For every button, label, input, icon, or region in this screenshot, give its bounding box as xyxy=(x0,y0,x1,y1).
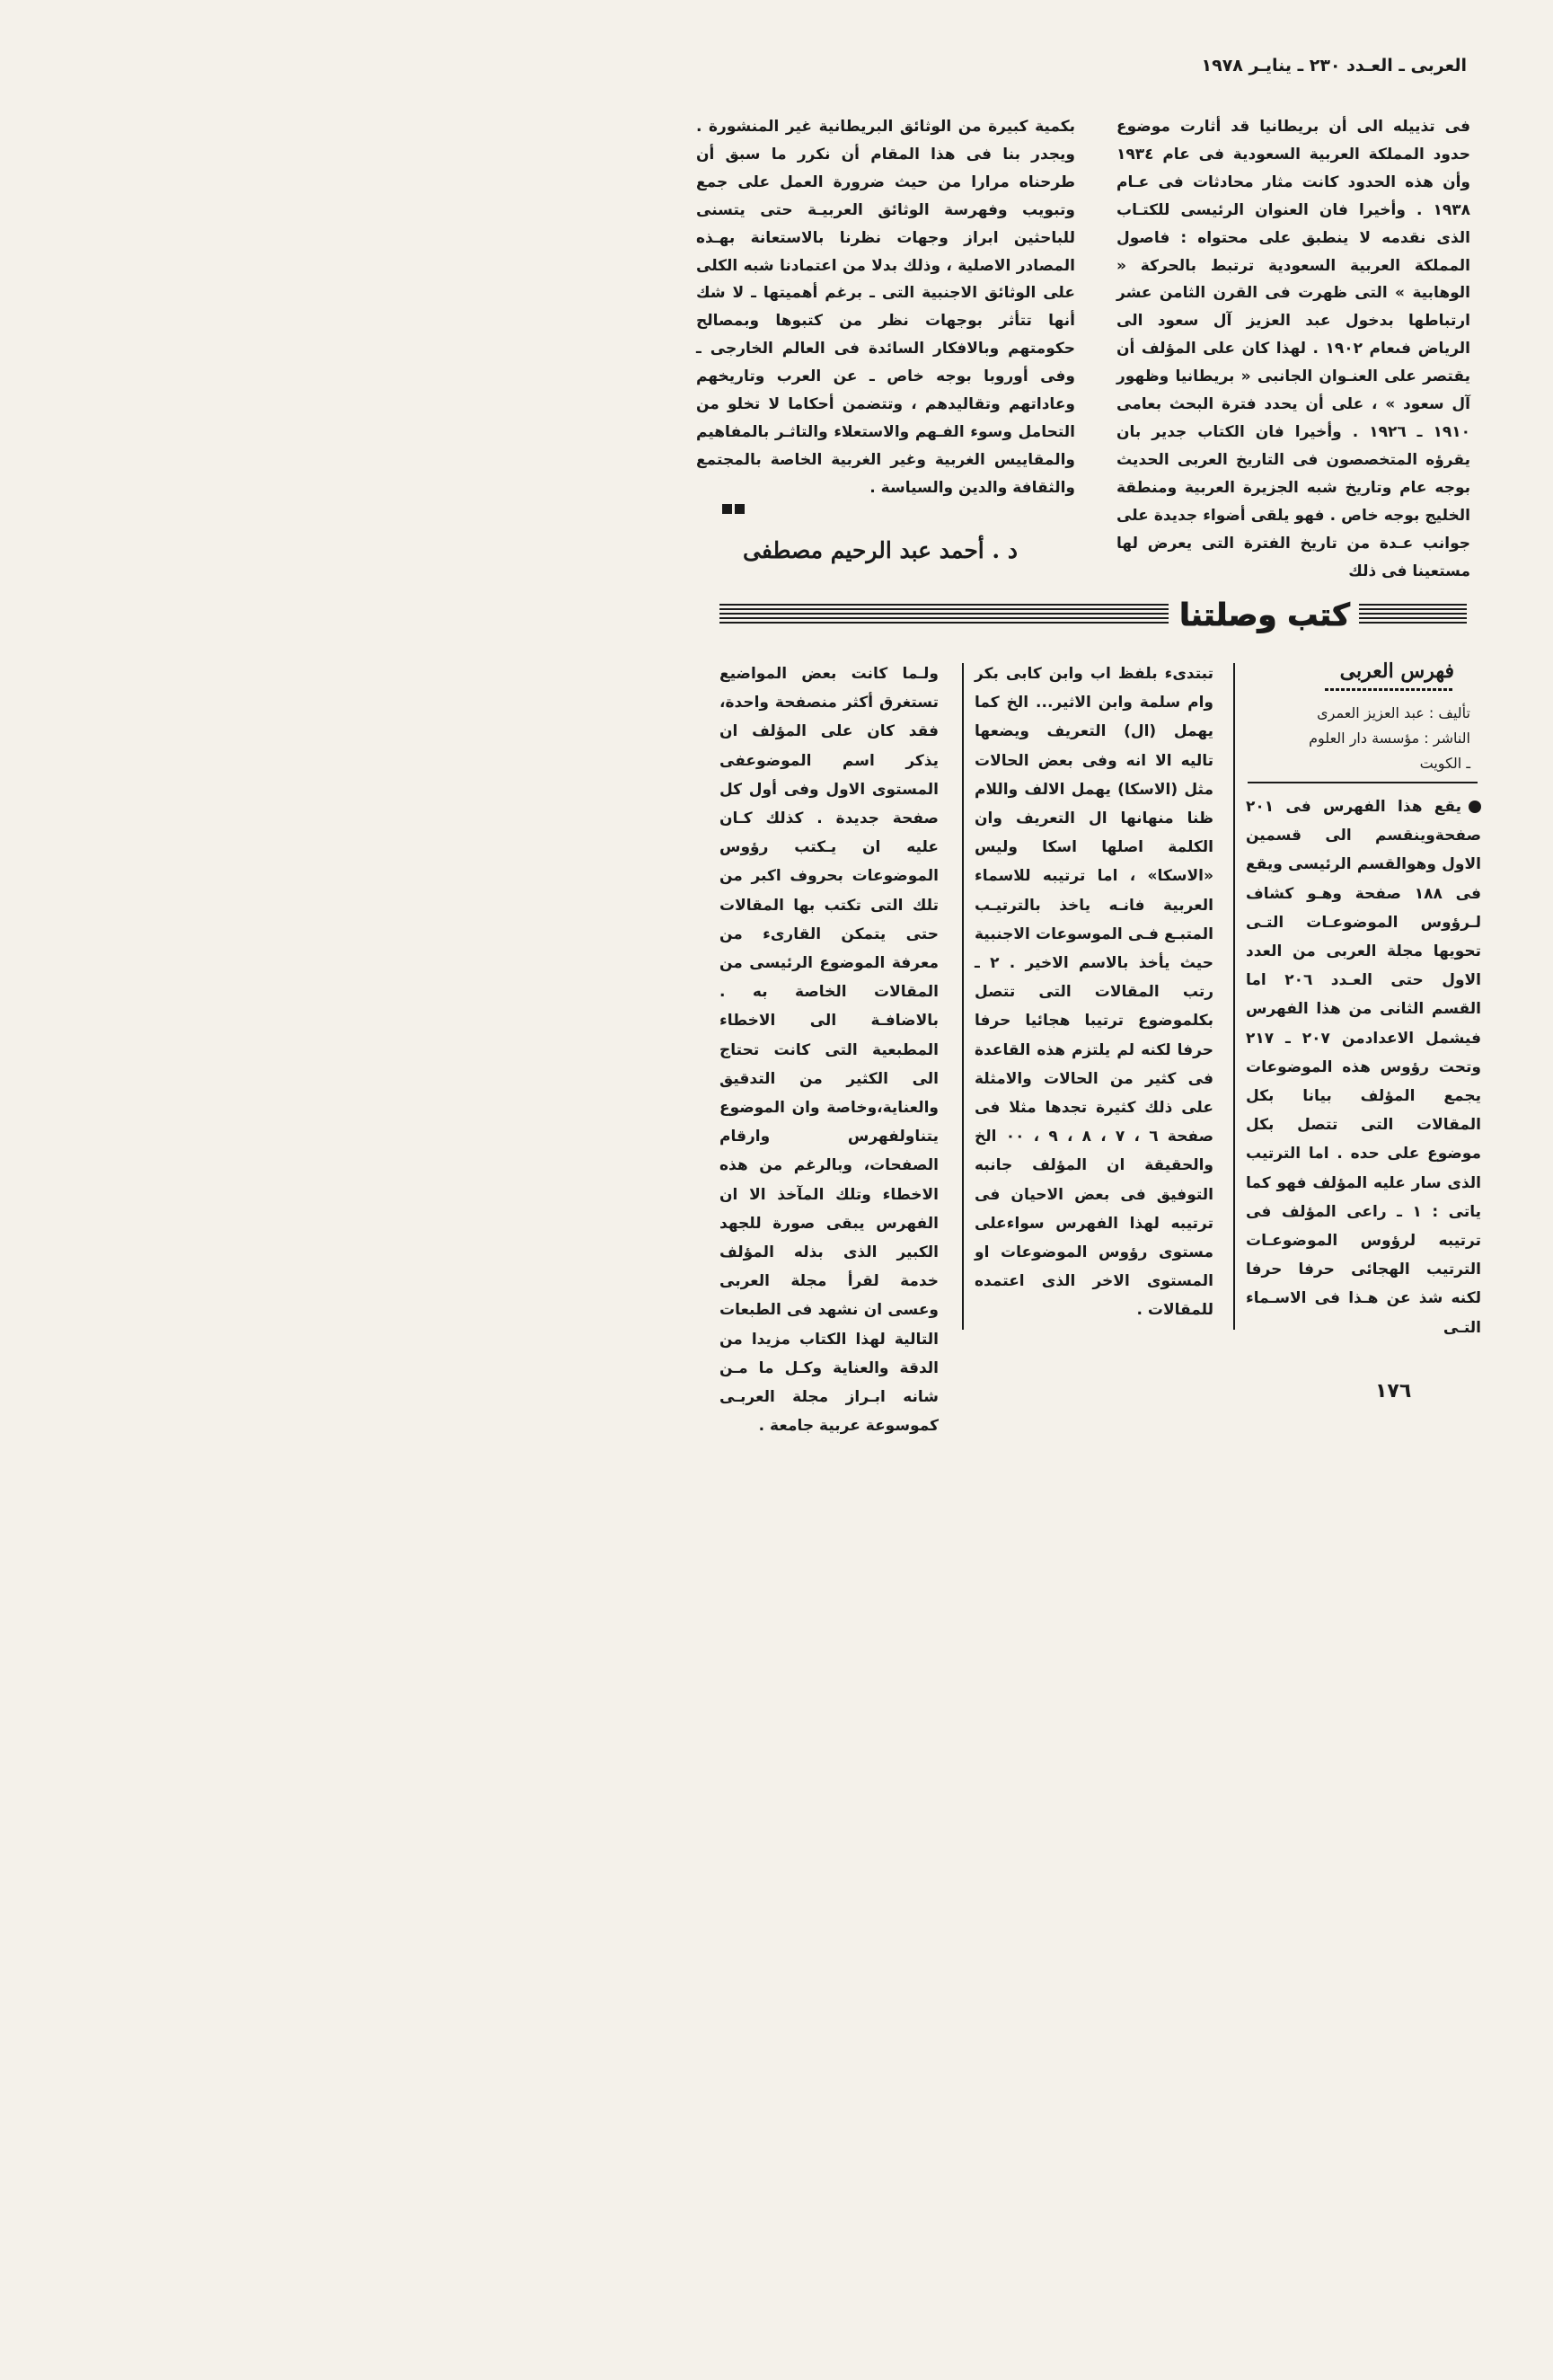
review-text-2: تبتدىء بلفظ اب وابن كابى بكر وام سلمة وابن الاثير... الخ كما يهمل (ال) التعريف ويضعها تاليه الا انه وفى بعض الحالات مثل (الاسكا) يهمل الالف واللام ظنا منهانها ال التعريف وان الكلمة اصلها اسكا وليس «الاسكا» ، اما ترتيبه للاسماء العربية فانـه ياخذ بالترتيـب المتبـع فـى الموسوعات الاجنبية حيث يأخذ بالاسم الاخير . ٢ ـ رتب المقالات التى تتصل بكلموضوع ترتيبا هجائيا حرفا حرفا لكنه لم يلتزم هذه القاعدة فى كثير من الحالات والامثلة على ذلك كثيرة تجدها مثلا فى صفحة ٦ ، ٧ ، ٨ ، ٩ ، ٠٠ الخ والحقيقة ان المؤلف جانبه التوفيق فى بعض الاحيان فى ترتيبه لهذا الفهرس سواءعلى مستوى رؤوس الموضوعات او المستوى الاخر الذى اعتمده للمقالات . xyxy=(975,665,1214,1320)
section-banner-title: كتب وصلتنا xyxy=(1179,597,1350,633)
review-column-1 xyxy=(1246,792,1481,1342)
review-book-meta xyxy=(1237,701,1470,776)
running-header: العربى ـ العـدد ٢٣٠ ـ ينايـر ١٩٧٨ xyxy=(1201,56,1467,75)
review-author-line: تأليف : عبد العزيز العمرى xyxy=(1317,704,1470,721)
review-text-3: ولـما كانت بعض المواضيع تستغرق أكثر منصفحة واحدة، فقد كان على المؤلف ان يذكر اسم الموضوعفى المستوى الاول وفى أول كل صفحة جديدة . كذلك كـان عليه ان يـكتب رؤوس الموضوعات بحروف اكبر من تلك التى تكتب بها المقالات حتى يتمكن القارىء من معرفة الموضوع الرئيسى من المقالات الخاصة به . بالاضافـة الى الاخطاء المطبعية التى كانت تحتاج الى الكثير من التدقيق والعناية،وخاصة وان الموضوع يتناولفهرس وارقام الصفحات، وبالرغم من هذه الاخطاء وتلك المآخذ الا ان الفهرس يبقى صورة للجهد الكبير الذى بذله المؤلف خدمة لقرأ مجلة العربى وعسى ان نشهد فى الطبعات التالية لهذا الكتاب مزيدا من الدقة والعناية وكـل ما مـن شانه ابـراز مجلة العربـى كموسوعة عربية جامعة . xyxy=(719,665,939,1436)
article-text-left: بكمية كبيرة من الوثائق البريطانية غير المنشورة . ويجدر بنا فى هذا المقام أن نكرر ما سبق أن طرحناه مرارا من حيث ضرورة العمل على جمع وتبويب وفهرسة الوثائق العربيـة حتى يتسنى للباحثين ابراز وجهات نظرنا بالاستعانة بهـذه المصادر الاصلية ، وذلك بدلا من اعتمادنا شبه الكلى على الوثائق الاجنبية التى ـ برغم أهميتها ـ لا شك أنها تتأثر بوجهات نظر من كتبوها وبمصالح حكومتهم وبالافكار السائدة فى العالم الخارجى ـ وفى أوروبا بوجه خاص ـ عن العرب وتاريخهم وعاداتهم وتقاليدهم ، وتتضمن أحكاما لا تخلو من التحامل وسوء الفـهم والاستعلاء والتاثـر بالمفاهيم والمقاييس الغربية وغير الغربية الخاصة بالمجتمع والثقافة والدين والسياسة . xyxy=(696,118,1075,497)
end-of-article-marks xyxy=(719,500,745,517)
book-title-underline xyxy=(1325,688,1454,691)
column-divider xyxy=(962,663,964,1330)
article-author-signature: د . أحمد عبد الرحيم مصطفى xyxy=(743,537,1018,563)
review-column-2 xyxy=(975,659,1213,1325)
page-number: ١٧٦ xyxy=(1375,1380,1412,1402)
review-column-3 xyxy=(719,659,939,1440)
meta-divider xyxy=(1248,782,1478,783)
magazine-page xyxy=(633,0,1553,1436)
column-divider xyxy=(1233,663,1235,1330)
banner-rules-left xyxy=(719,604,1169,625)
review-book-title: فهرس العربى xyxy=(1339,659,1454,683)
banner-rules-right xyxy=(1359,604,1467,625)
end-mark-square-icon xyxy=(735,504,745,514)
article-text-right: فى تذييله الى أن بريطانيا قد أثارت موضوع حدود المملكة العربية السعودية فى عام ١٩٣٤ وأن هذه الحدود كانت مثار محادثات فى عـام ١٩٣٨ . وأخيرا فان العنوان الرئيسى للكتـاب الذى نقدمه لا ينطبق على محتواه : فاصول المملكة العربية السعودية ترتبط بالحركة « الوهابية » التى ظهرت فى القرن الثامن عشر ارتباطها بدخول عبد العزيز آل سعود الى الرياض فىعام ١٩٠٢ . لهذا كان على المؤلف أن يقتصر على العنـوان الجانبى « بريطانيا وظهور آل سعود » ، على أن يحدد فترة البحث بعامى ١٩١٠ ـ ١٩٢٦ . وأخيرا فان الكتاب جدير بان يقرؤه المتخصصون فى التاريخ العربى الحديث بوجه عام وتاريخ شبه الجزيرة العربية ومنطقة الخليج بوجه خاص . فهو يلقى أضواء جديدة على جوانب عـدة من تاريخ الفترة التى يعرض لها مستعينا فى ذلك xyxy=(1116,118,1470,580)
review-text-1: يقع هذا الفهرس فى ٢٠١ صفحةوينقسم الى قسمين الاول وهوالقسم الرئيسى ويقع فى ١٨٨ صفحة وهـو كشاف لـرؤوس الموضوعـات التـى تحويها مجلة العربى من العدد الاول حتى العـدد ٢٠٦ اما القسم الثانى من هذا الفهرس فيشمل الاعدادمن ٢٠٧ ـ ٢١٧ وتحت رؤوس هذه الموضوعات يجمع المؤلف بيانا بكل المقالات التى تتصل بكل موضوع على حده . اما الترتيب الذى سار عليه المؤلف فهو كما ياتى : ١ ـ راعى المؤلف فى ترتيبه لرؤوس الموضوعـات الترتيب الهجائى حرفا حرفا لكنه شذ عن هـذا فى الاسـماء التـى xyxy=(1246,798,1482,1337)
review-publisher-line: الناشر : مؤسسة دار العلوم xyxy=(1309,730,1470,747)
review-city-line: ـ الكويت xyxy=(1419,755,1470,772)
bullet-icon xyxy=(1469,801,1481,813)
article-column-right xyxy=(1116,113,1470,585)
article-column-left xyxy=(696,113,1075,502)
section-banner xyxy=(719,597,1467,634)
end-mark-square-icon xyxy=(722,504,732,514)
